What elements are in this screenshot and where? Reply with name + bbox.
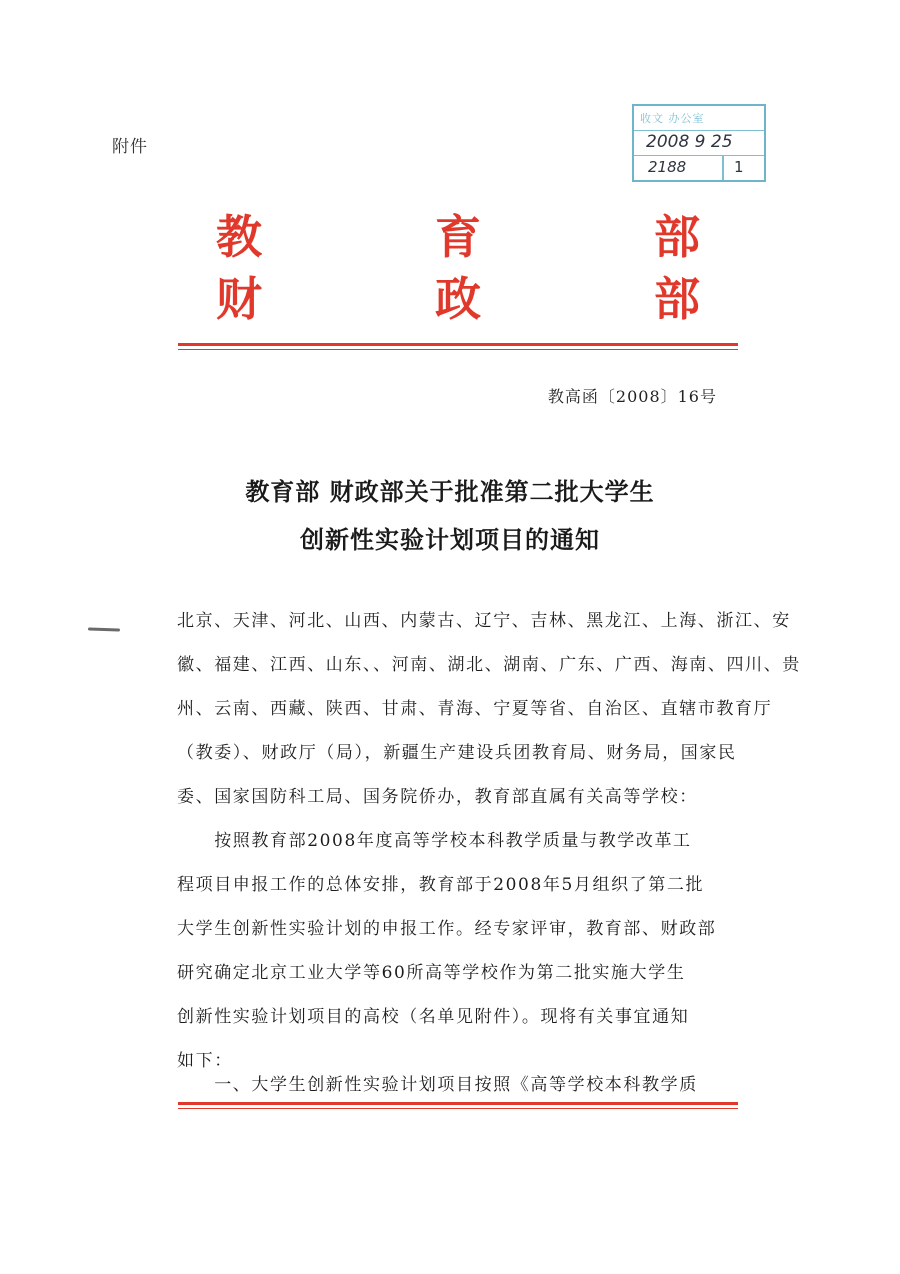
header-rule-thick xyxy=(178,343,738,346)
header-char-bu-2: 部 xyxy=(654,272,700,326)
received-stamp xyxy=(632,104,766,182)
stamp-divider xyxy=(722,156,724,180)
document-title-line-2: 创新性实验计划项目的通知 xyxy=(300,526,600,554)
body-line-4: （教委）、财政厅（局），新疆生产建设兵团教育局、财务局，国家民 xyxy=(177,743,737,763)
body-line-8: 大学生创新性实验计划的申报工作。经专家评审，教育部、财政部 xyxy=(177,919,717,939)
stamp-copies: 1 xyxy=(734,158,744,176)
header-char-cai: 财 xyxy=(216,272,262,326)
footer-rule-thick xyxy=(178,1102,738,1105)
body-line-1: 北京、天津、河北、山西、内蒙古、辽宁、吉林、黑龙江、上海、浙江、安 xyxy=(177,611,791,631)
body-line-11: 如下： xyxy=(177,1051,233,1071)
footer-red-rule xyxy=(178,1102,738,1109)
document-number: 教高函〔2008〕16号 xyxy=(547,387,717,406)
stamp-date-row xyxy=(634,131,764,156)
body-line-9: 研究确定北京工业大学等60所高等学校作为第二批实施大学生 xyxy=(177,963,686,983)
body-line-6: 按照教育部2008年度高等学校本科教学质量与教学改革工 xyxy=(177,831,692,851)
header-char-yu: 育 xyxy=(435,210,481,264)
body-line-10: 创新性实验计划项目的高校（名单见附件）。现将有关事宜通知 xyxy=(177,1007,690,1027)
body-line-3: 州、云南、西藏、陕西、甘肃、青海、宁夏等省、自治区、直辖市教育厅 xyxy=(177,699,773,719)
header-char-bu-1: 部 xyxy=(654,210,700,264)
pen-mark xyxy=(88,627,120,631)
footer-rule-thin xyxy=(178,1108,738,1109)
header-char-zheng: 政 xyxy=(435,272,481,326)
stamp-number-row xyxy=(634,156,764,180)
header-char-jiao: 教 xyxy=(216,210,262,264)
stamp-header-row xyxy=(634,106,764,131)
body-line-2: 徽、福建、江西、山东、、河南、湖北、湖南、广东、广西、海南、四川、贵 xyxy=(177,655,801,675)
header-red-rule xyxy=(178,343,738,350)
stamp-header: 收文 办公室 xyxy=(640,112,705,125)
body-line-5: 委、国家国防科工局、国务院侨办，教育部直属有关高等学校： xyxy=(177,787,698,807)
stamp-number: 2188 xyxy=(648,158,687,176)
header-rule-thin xyxy=(178,349,738,350)
body-line-7: 程项目申报工作的总体安排，教育部于2008年5月组织了第二批 xyxy=(177,875,705,895)
attachment-label: 附件 xyxy=(112,137,148,157)
body-line-12: 一、大学生创新性实验计划项目按照《高等学校本科教学质 xyxy=(177,1075,698,1095)
document-title-line-1: 教育部 财政部关于批准第二批大学生 xyxy=(245,478,655,506)
stamp-date: 2008 9 25 xyxy=(646,132,733,152)
